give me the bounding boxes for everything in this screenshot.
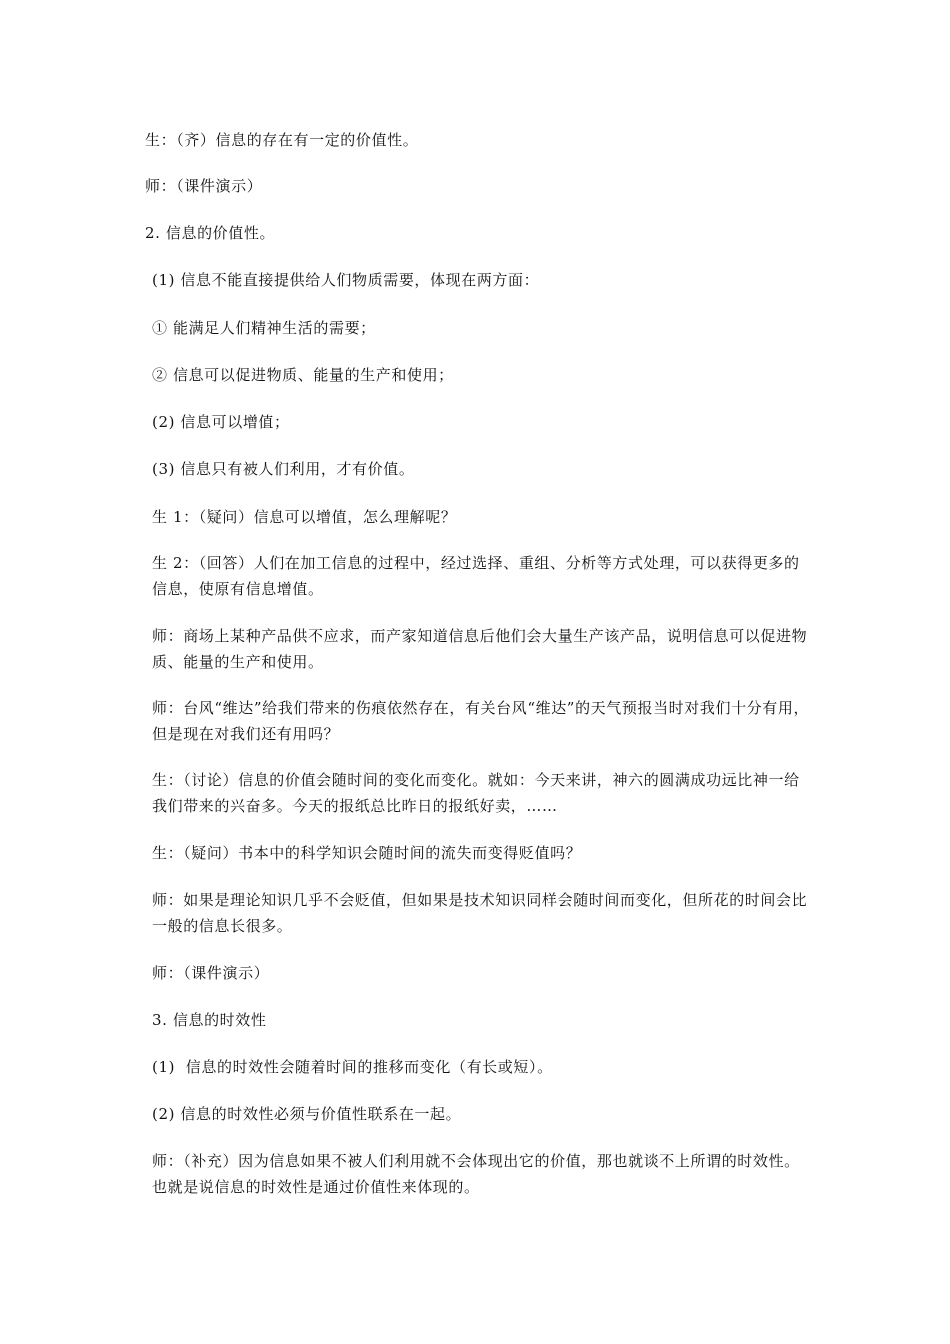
paragraph-teacher-typhoon: 师：台风“维达”给我们带来的伤痕依然存在，有关台风“维达”的天气预报当时对我们十分有用，但是现在对我们还有用吗？ bbox=[152, 699, 810, 743]
heading-value: 2. 信息的价值性。 bbox=[145, 224, 276, 242]
list-item-timeliness-1: (1) 信息的时效性会随着时间的推移而变化（有长或短）。 bbox=[152, 1058, 553, 1076]
paragraph-teacher-demo-2: 师：（课件演示） bbox=[152, 964, 270, 982]
list-item-value-3: (3) 信息只有被人们利用，才有价值。 bbox=[152, 460, 415, 478]
paragraph-teacher-demo: 师：（课件演示） bbox=[145, 177, 263, 195]
paragraph-student-discussion: 生：（讨论）信息的价值会随时间的变化而变化。就如：今天来讲，神六的圆满成功远比神一给我们带来的兴奋多。今天的报纸总比昨日的报纸好卖，…… bbox=[152, 771, 800, 815]
list-item-value-1: (1) 信息不能直接提供给人们物质需要，体现在两方面： bbox=[152, 271, 540, 289]
paragraph-student1-question: 生 1：（疑问）信息可以增值，怎么理解呢？ bbox=[152, 508, 457, 526]
heading-timeliness: 3. 信息的时效性 bbox=[152, 1011, 267, 1029]
paragraph-teacher-knowledge: 师：如果是理论知识几乎不会贬值，但如果是技术知识同样会随时间而变化，但所花的时间会比一般的信息长很多。 bbox=[152, 891, 808, 935]
paragraph-student2-answer: 生 2：（回答）人们在加工信息的过程中，经过选择、重组、分析等方式处理，可以获得更多的信息，使原有信息增值。 bbox=[152, 554, 800, 598]
list-item-value-2: (2) 信息可以增值； bbox=[152, 413, 290, 431]
list-item-value-1a: ① 能满足人们精神生活的需要； bbox=[152, 319, 376, 337]
paragraph-teacher-supplement: 师：（补充）因为信息如果不被人们利用就不会体现出它的价值，那也就谈不上所谓的时效性。也就是说信息的时效性是通过价值性来体现的。 bbox=[152, 1152, 800, 1196]
paragraph-teacher-market: 师：商场上某种产品供不应求，而产家知道信息后他们会大量生产该产品，说明信息可以促进物质、能量的生产和使用。 bbox=[152, 627, 808, 671]
paragraph-student-question: 生：（疑问）书本中的科学知识会随时间的流失而变得贬值吗？ bbox=[152, 844, 582, 862]
list-item-timeliness-2: (2) 信息的时效性必须与价值性联系在一起。 bbox=[152, 1105, 462, 1123]
list-item-value-1b: ② 信息可以促进物质、能量的生产和使用； bbox=[152, 366, 454, 384]
paragraph-student-answer: 生：（齐）信息的存在有一定的价值性。 bbox=[145, 131, 419, 149]
